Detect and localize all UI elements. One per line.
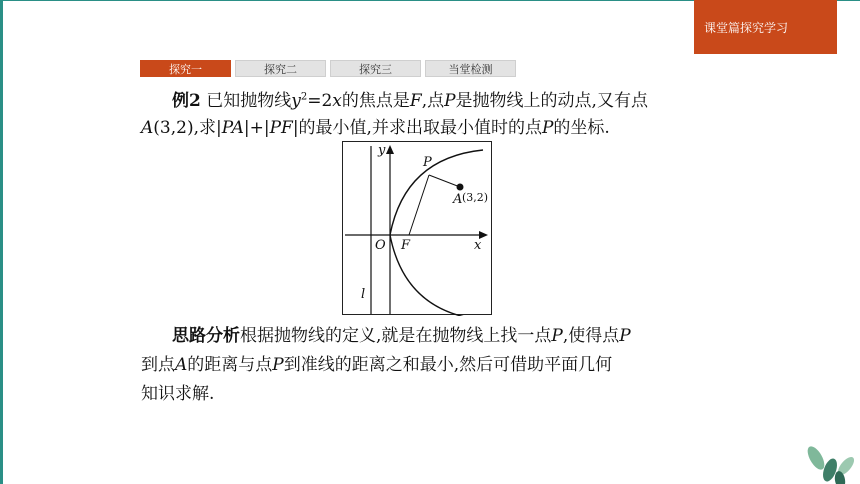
problem-text: 的坐标. <box>553 118 610 138</box>
label-y: y <box>378 143 386 158</box>
analysis-text: 根据抛物线的定义,就是在抛物线上找一点 <box>240 326 552 346</box>
point-symbol: P <box>541 118 554 138</box>
frame-left-border <box>0 0 3 484</box>
tab-explore-1[interactable]: 探究一 <box>140 60 231 77</box>
eq-var-x: x <box>332 91 342 111</box>
tab-explore-2[interactable]: 探究二 <box>235 60 326 77</box>
problem-text: 已知抛物线 <box>206 91 292 111</box>
point-a-symbol: A <box>141 118 154 138</box>
section-label-text: 课堂篇探究学习 <box>704 20 789 35</box>
segment-pf: PF <box>269 118 293 138</box>
problem-text: (3,2),求| <box>153 118 222 138</box>
segment-pa: PA <box>221 118 244 138</box>
segment-pa-line <box>429 175 460 187</box>
point-symbol: P <box>444 91 456 111</box>
analysis-line-1 <box>172 321 631 346</box>
point-a-dot <box>457 184 464 191</box>
label-a: A <box>453 192 463 207</box>
eq-exponent: 2 <box>300 91 308 103</box>
point-symbol: P <box>272 355 284 375</box>
problem-text: |的最小值,并求出取最小值时的点 <box>292 118 542 138</box>
analysis-line-3 <box>141 379 214 404</box>
tab-bar <box>140 60 516 77</box>
problem-text: ,点 <box>421 91 445 111</box>
problem-text: 的焦点是 <box>341 91 410 111</box>
parabola-curve <box>390 150 483 316</box>
parabola-figure <box>342 141 492 315</box>
label-l: l <box>361 287 366 302</box>
problem-text: 是抛物线上的动点,又有点 <box>455 91 648 111</box>
label-p: P <box>423 155 432 170</box>
label-o: O <box>375 238 386 253</box>
point-symbol: P <box>551 326 563 346</box>
eq-var-y: y <box>291 91 301 111</box>
y-axis-arrow <box>386 145 394 154</box>
eq-rhs: =2 <box>307 91 333 111</box>
problem-text: |+| <box>243 118 270 138</box>
analysis-text: 到准线的距离之和最小,然后可借助平面几何 <box>283 355 613 375</box>
analysis-text: 的距离与点 <box>187 355 273 375</box>
analysis-line-2 <box>141 350 612 375</box>
label-f: F <box>401 238 411 253</box>
point-symbol: P <box>619 326 631 346</box>
tab-explore-3[interactable]: 探究三 <box>330 60 421 77</box>
leaf-decoration-icon <box>796 430 860 484</box>
point-a-symbol: A <box>175 355 188 375</box>
label-x: x <box>474 238 482 253</box>
analysis-text: 到点 <box>141 355 175 375</box>
label-a-coords: (3,2) <box>462 191 489 204</box>
problem-line-1 <box>172 86 648 111</box>
analysis-text: ,使得点 <box>562 326 620 346</box>
analysis-text: 知识求解. <box>141 384 215 404</box>
parabola-diagram <box>343 142 493 316</box>
tab-classroom-test[interactable]: 当堂检测 <box>425 60 516 77</box>
analysis-heading: 思路分析 <box>172 326 240 346</box>
problem-number: 例2 <box>172 91 201 111</box>
problem-line-2 <box>141 113 610 138</box>
focus-symbol: F <box>409 91 422 111</box>
section-label <box>694 0 837 54</box>
